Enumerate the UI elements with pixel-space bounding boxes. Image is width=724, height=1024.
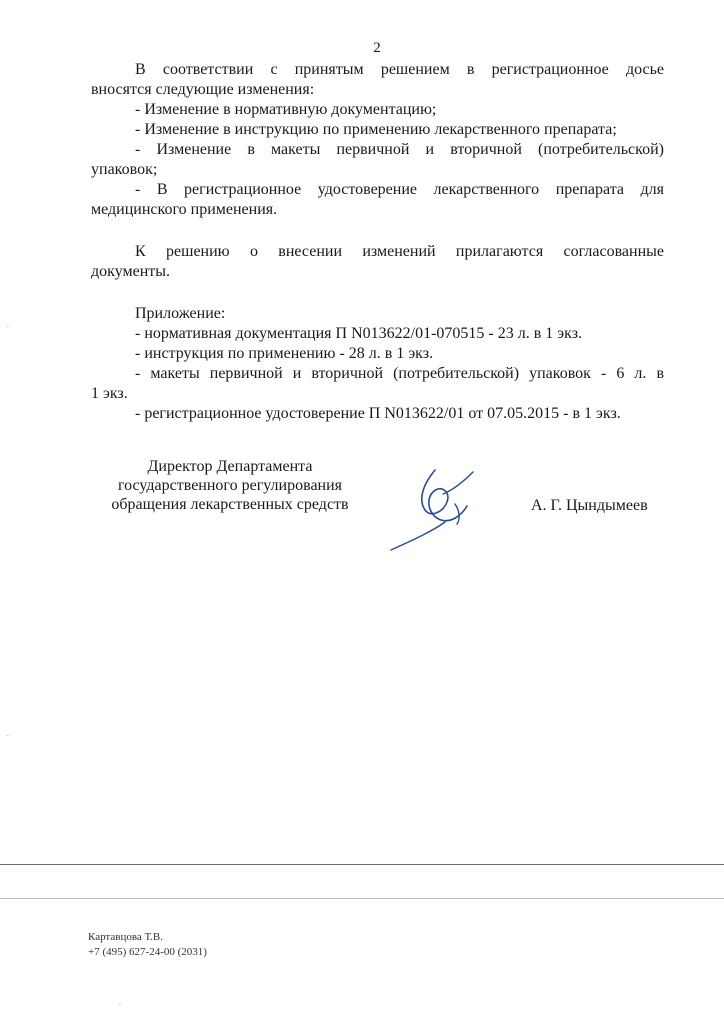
paragraph-decision-line1: В соответствии с принятым решением в регистрационное досье (135, 61, 664, 78)
annex-item-packaging-line2: 1 экз. (91, 385, 128, 402)
executor-info (88, 930, 207, 960)
signature-stroke (422, 470, 467, 521)
change-item-certificate-line1: - В регистрационное удостоверение лекарственного препарата для (135, 181, 664, 198)
paragraph-gap (91, 220, 664, 242)
letter-body (91, 60, 664, 424)
paragraph-attached-line2: документы. (91, 263, 171, 280)
paragraph-decision-line2: вносятся следующие изменения: (91, 81, 315, 98)
annex-item-packaging-line1: - макеты первичной и вторичной (потребительской) упаковок - 6 л. в (135, 365, 664, 382)
signature-stroke (391, 522, 445, 550)
annex-item-normative-docs: - нормативная документация П N013622/01-070515 - 23 л. в 1 экз. (135, 325, 583, 342)
scan-speck (6, 735, 9, 736)
executor-name: Картавцова Т.В. (88, 931, 163, 943)
signatory-title-line2: государственного регулирования (117, 477, 343, 494)
scan-speck (118, 1004, 121, 1005)
handwritten-signature (385, 460, 495, 555)
change-item-packaging-line1: - Изменение в макеты первичной и вторичной (потребительской) (135, 141, 664, 158)
change-item-packaging-line2: упаковок; (91, 161, 158, 178)
page-number: 2 (373, 40, 381, 56)
annex-item-instructions: - инструкция по применению - 28 л. в 1 экз. (135, 345, 434, 362)
footer-divider (0, 864, 724, 865)
signatory-title (80, 457, 380, 514)
footer-divider-secondary (0, 898, 724, 899)
executor-phone: +7 (495) 627-24-00 (2031) (88, 946, 207, 958)
change-item-certificate-line2: медицинского применения. (91, 201, 278, 218)
paragraph-attached-line1: К решению о внесении изменений прилагаются согласованные (135, 243, 664, 260)
signatory-title-line1: Директор Департамента (147, 458, 313, 475)
change-item-normative-docs: - Изменение в нормативную документацию; (135, 101, 437, 118)
change-item-instructions: - Изменение в инструкцию по применению лекарственного препарата; (135, 121, 617, 138)
signer-name: А. Г. Цындымеев (531, 497, 648, 514)
scan-speck (6, 326, 9, 327)
annex-title: Приложение: (135, 305, 226, 322)
annex-item-certificate: - регистрационное удостоверение П N013622/01 от 07.05.2015 - в 1 экз. (135, 405, 621, 422)
signatory-title-line3: обращения лекарственных средств (111, 496, 349, 513)
paragraph-gap (91, 282, 664, 304)
